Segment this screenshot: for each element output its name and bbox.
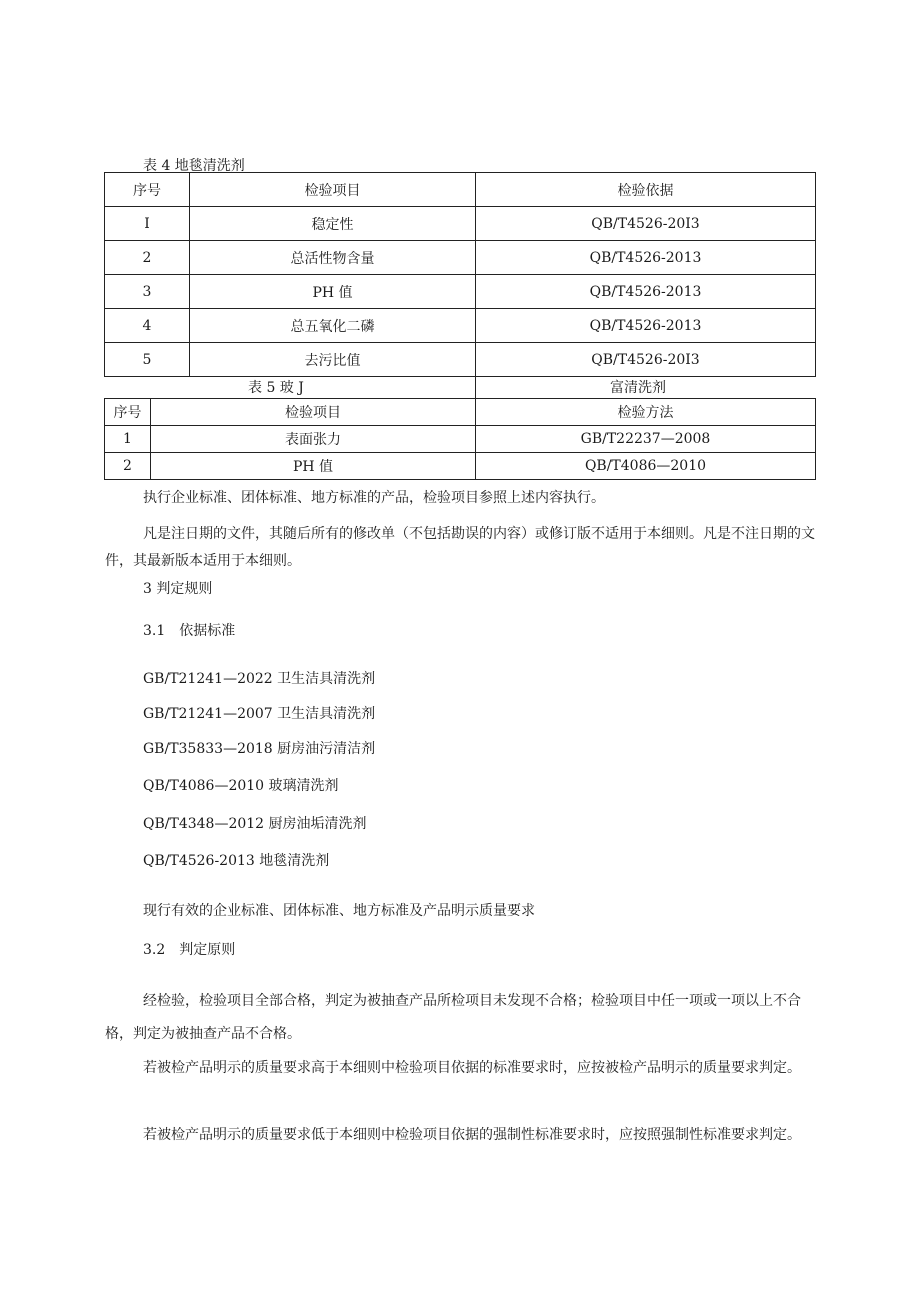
table-cell: 总活性物含量 <box>190 241 476 275</box>
paragraph-dated-documents: 凡是注日期的文件，其随后所有的修改单（不包括勘误的内容）或修订版不适用于本细则。凡是不注日期的文件，其最新版本适用于本细则。 <box>105 526 815 569</box>
standard-item: QB/T4086—2010 玻璃清洗剂 <box>143 778 339 794</box>
table-cell: 3 <box>105 275 190 309</box>
table-cell: QB/T4526-20I3 <box>476 207 816 241</box>
standard-item: GB/T21241—2007 卫生洁具清洗剂 <box>143 706 376 722</box>
table-cell: QB/T4526-2013 <box>476 275 816 309</box>
table-cell: 总五氧化二磷 <box>190 309 476 343</box>
table-row <box>105 275 816 309</box>
table-row <box>105 309 816 343</box>
header-cell: 检验依据 <box>476 173 816 207</box>
table5-caption-left: 表 5 玻 J <box>248 380 304 396</box>
rule-paragraph-2: 若被检产品明示的质量要求高于本细则中检验项目依据的标准要求时，应按被检产品明示的质量要求判定。 <box>143 1060 801 1076</box>
table-row <box>105 207 816 241</box>
header-cell: 序号 <box>105 173 190 207</box>
table-cell: 表面张力 <box>151 426 476 453</box>
table-cell: PH 值 <box>151 453 476 480</box>
table-cell: 2 <box>105 453 151 480</box>
table-cell: 去污比值 <box>190 343 476 377</box>
table-cell: QB/T4526-2013 <box>476 309 816 343</box>
standard-item: GB/T35833—2018 厨房油污清洁剂 <box>143 741 376 757</box>
header-cell: 序号 <box>105 399 151 426</box>
effective-standards-line: 现行有效的企业标准、团体标准、地方标准及产品明示质量要求 <box>143 903 535 919</box>
standard-item: QB/T4348—2012 厨房油垢清洗剂 <box>143 816 367 832</box>
table4-caption: 表 4 地毯清洗剂 <box>143 158 245 174</box>
caption-divider <box>475 376 476 398</box>
table-cell: I <box>105 207 190 241</box>
header-cell: 检验项目 <box>190 173 476 207</box>
section-heading-3-2: 3.2 判定原则 <box>143 942 236 958</box>
table-cell: 2 <box>105 241 190 275</box>
table5-caption-right: 富清洗剂 <box>610 380 666 396</box>
table-cell: 1 <box>105 426 151 453</box>
table-5 <box>104 398 816 480</box>
table-row <box>105 241 816 275</box>
table-4 <box>104 172 816 377</box>
table-cell: 稳定性 <box>190 207 476 241</box>
section-heading-3-1: 3.1 依据标准 <box>143 623 236 639</box>
table-row <box>105 453 816 480</box>
table-cell: QB/T4526-20I3 <box>476 343 816 377</box>
table-row <box>105 426 816 453</box>
table-cell: QB/T4086—2010 <box>476 453 816 480</box>
rule-paragraph-1: 经检验，检验项目全部合格，判定为被抽查产品所检项目未发现不合格；检验项目中任一项或一项以上不合格，判定为被抽查产品不合格。 <box>105 993 801 1042</box>
section-heading-3: 3 判定规则 <box>143 581 213 597</box>
table-cell: QB/T4526-2013 <box>476 241 816 275</box>
table-cell: 5 <box>105 343 190 377</box>
paragraph-enterprise-standards: 执行企业标准、团体标准、地方标准的产品，检验项目参照上述内容执行。 <box>143 490 605 506</box>
table-cell: GB/T22237—2008 <box>476 426 816 453</box>
table-row <box>105 343 816 377</box>
rule-paragraph-3: 若被检产品明示的质量要求低于本细则中检验项目依据的强制性标准要求时，应按照强制性标准要求判定。 <box>143 1127 801 1143</box>
standard-item: GB/T21241—2022 卫生洁具清洗剂 <box>143 671 376 687</box>
header-cell: 检验方法 <box>476 399 816 426</box>
table-cell: 4 <box>105 309 190 343</box>
table-header-row <box>105 173 816 207</box>
header-cell: 检验项目 <box>151 399 476 426</box>
table-cell: PH 值 <box>190 275 476 309</box>
table-header-row <box>105 399 816 426</box>
standard-item: QB/T4526-2013 地毯清洗剂 <box>143 853 330 869</box>
